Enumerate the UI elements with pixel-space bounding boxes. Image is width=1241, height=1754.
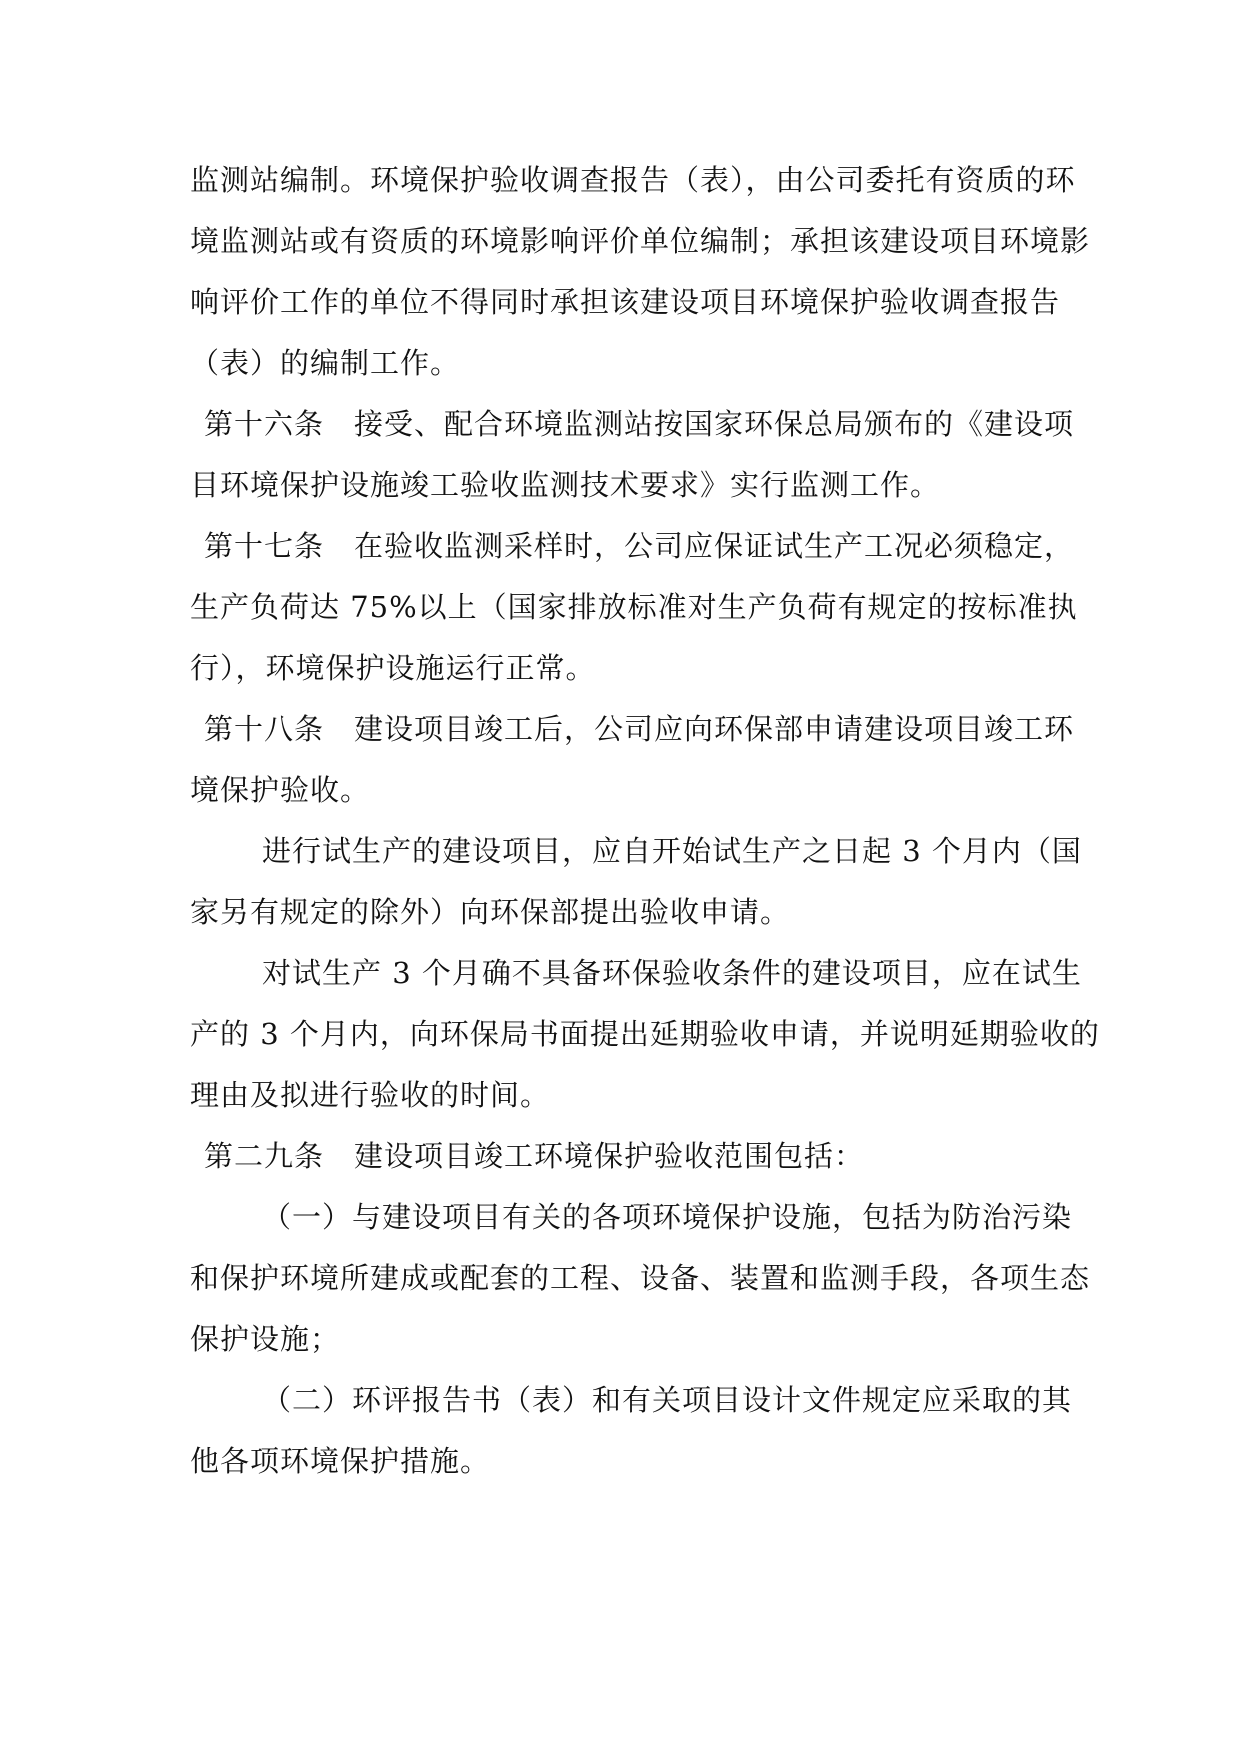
text-line: 理由及拟进行验收的时间。 bbox=[190, 1078, 551, 1112]
text-line: 境监测站或有资质的环境影响评价单位编制；承担该建设项目环境影 bbox=[190, 224, 1091, 258]
paragraph-start: 对试生产 3 个月确不具备环保验收条件的建设项目，应在试生 bbox=[262, 956, 1082, 990]
text-line: 保护设施； bbox=[190, 1322, 341, 1356]
article-heading-29: 第二九条 建设项目竣工环境保护验收范围包括： bbox=[204, 1139, 865, 1173]
text-line: 生产负荷达 75%以上（国家排放标准对生产负荷有规定的按标准执 bbox=[190, 590, 1078, 624]
text-line: 他各项环境保护措施。 bbox=[190, 1444, 491, 1478]
paragraph-start: 进行试生产的建设项目，应自开始试生产之日起 3 个月内（国 bbox=[262, 834, 1082, 868]
list-item-1: （一）与建设项目有关的各项环境保护设施，包括为防治污染 bbox=[262, 1200, 1073, 1234]
text-line: 境保护验收。 bbox=[190, 773, 371, 807]
text-line: 目环境保护设施竣工验收监测技术要求》实行监测工作。 bbox=[190, 468, 941, 502]
article-heading-18: 第十八条 建设项目竣工后，公司应向环保部申请建设项目竣工环 bbox=[204, 712, 1075, 746]
text-line: 响评价工作的单位不得同时承担该建设项目环境保护验收调查报告 bbox=[190, 285, 1061, 319]
text-line: （表）的编制工作。 bbox=[190, 346, 461, 380]
text-line: 家另有规定的除外）向环保部提出验收申请。 bbox=[190, 895, 791, 929]
text-line: 产的 3 个月内，向环保局书面提出延期验收申请，并说明延期验收的 bbox=[190, 1017, 1100, 1051]
text-line: 监测站编制。环境保护验收调查报告（表），由公司委托有资质的环 bbox=[190, 163, 1076, 197]
article-heading-17: 第十七条 在验收监测采样时，公司应保证试生产工况必须稳定， bbox=[204, 529, 1075, 563]
article-heading-16: 第十六条 接受、配合环境监测站按国家环保总局颁布的《建设项 bbox=[204, 407, 1075, 441]
text-line: 行），环境保护设施运行正常。 bbox=[190, 651, 596, 685]
text-line: 和保护环境所建成或配套的工程、设备、装置和监测手段，各项生态 bbox=[190, 1261, 1091, 1295]
list-item-2: （二）环评报告书（表）和有关项目设计文件规定应采取的其 bbox=[262, 1383, 1073, 1417]
